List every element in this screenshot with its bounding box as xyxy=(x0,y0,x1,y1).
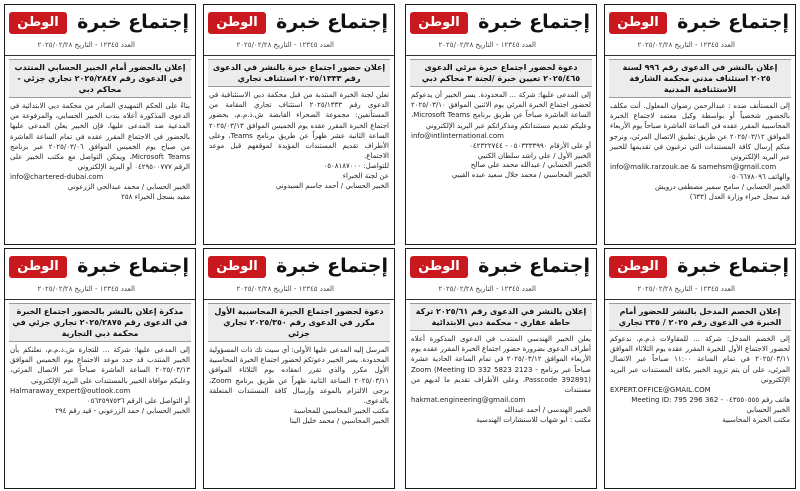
notice-headline: مذكرة إعلان بالنشر بالحضور اجتماع الخبرة في الدعوى رقم ٢٠٢٥/٢٨٧٥ تجاري جزئي في محكمة دبي التجارية xyxy=(9,303,191,342)
issue-info: العدد ١٢٣٤٥ - التاريخ ٢٠٢٥/٠٢/٢٨ xyxy=(438,41,536,49)
notice-title: إجتماع خبرة xyxy=(478,11,590,33)
notice-body: يعلن الخبير الهندسي المنتدب في الدعوى المذكورة أعلاه أطراف الدعوى بضرورة حضور اجتماع الخبرة المقرر عقده يوم الأربعاء الموافق ٢٠٢٥/٠٣/١٢ في تمام الساعة الحادية عشرة صباحاً عبر برنامج Zoom (Meeting ID 332 5823 2123 - Passcode 392891)، وعلى الأطراف تقديم ما لديهم من مستندات xyxy=(411,335,591,395)
notice-6[interactable] xyxy=(405,248,597,489)
notice-body: إلى الخصم المدخل: شركة ... للمقاولات ذ.م.م، ندعوكم لحضور الاجتماع الأول للخبرة المقرر عقده يوم الثلاثاء الموافق ٢٠٢٥/٠٣/١١ في تمام الساعة ١١:٠٠ صباحاً عبر الاتصال المرئي، على أن يتم تزويد الخبير بكافة المستندات عبر البريد الإلكتروني xyxy=(610,335,790,384)
notice-signature: الخبير الحسابي / محمد عبدالحي الزرعوني مقيد بسجل الخبراء ٢٥٨ xyxy=(67,183,190,201)
notice-header xyxy=(5,249,195,300)
notice-4[interactable] xyxy=(4,4,196,245)
notice-header xyxy=(406,5,596,56)
notice-title: إجتماع خبرة xyxy=(276,11,388,33)
notice-5[interactable] xyxy=(604,248,796,489)
notice-1[interactable] xyxy=(604,4,796,245)
notice-headline: إعلان بالنشر في الدعوى رقم ٩٩٦ لسنة ٢٠٢٥ استئناف مدني محكمة الشارقة الاستئنافية المدنية xyxy=(609,59,791,98)
notice-body: إلى المستأنف ضده : عبدالرحمن رضوان المعلول. أنت مكلف بالحضور شخصياً أو بواسطة وكيل معتمد لاجتماع الخبرة المحاسبية المقرر عقده في الساعة العاشرة صباحاً يوم الأربعاء الموافق ٢٠٢٥/٠٣/١٢ عن طريق تطبيق الاتصال المرئي، ونرجو منكم إرسال كافة المستندات التي ترغبون في تقديمها للخبير عبر البريد الإلكتروني xyxy=(610,102,790,162)
issue-info: العدد ١٢٣٤٥ - التاريخ ٢٠٢٥/٠٢/٢٨ xyxy=(438,285,536,293)
notice-headline: دعوة لحضور اجتماع الخبرة المحاسبية الأول مكرر في الدعوى رقم ٢٠٢٥/٣٥٠ تجاري جزئي xyxy=(208,303,390,342)
notice-headline: إعلان الخصم المدخل بالنشر للحضور أمام الخبرة في الدعوى رقم ٢٠٢٥ / ٢٣٥ تجاري xyxy=(609,303,791,331)
notice-header xyxy=(605,249,795,300)
notice-email[interactable]: info@malik.rarzouk.ae & samehsm@gmail.com xyxy=(610,163,777,172)
notice-2[interactable] xyxy=(405,4,597,245)
alwatan-logo: الوطن xyxy=(208,12,266,34)
notice-3[interactable] xyxy=(203,4,395,245)
notice-signature: الخبير الأول / علي راشد سلطان الكتبي الخبير الحسابي / عبدالله محمد علي صالح الخبير المحاسبي / محمد جلال سعيد عبده القيبي xyxy=(451,151,591,179)
issue-info: العدد ١٢٣٤٥ - التاريخ ٢٠٢٥/٠٢/٢٨ xyxy=(637,41,735,49)
issue-info: العدد ١٢٣٤٥ - التاريخ ٢٠٢٥/٠٢/٢٨ xyxy=(236,285,334,293)
notice-signature: الخبير الحسابي / سامح سمير مصطفى درويش قيد سجل خبراء وزارة العدل (٦٣٣) xyxy=(655,183,790,201)
notice-phone: والهاتف ٠٥٠٦٦٧٨٠٩٦ xyxy=(728,173,790,182)
notice-phone: للتواصل: ٠٥٠٨١٨٧٠٠٠ xyxy=(323,162,389,171)
notice-signature: الخبير الحسابي مكتب الخبرة المحاسبية xyxy=(722,406,790,424)
issue-info: العدد ١٢٣٤٥ - التاريخ ٢٠٢٥/٠٢/٢٨ xyxy=(37,285,135,293)
alwatan-logo: الوطن xyxy=(9,256,67,278)
notice-body: إلى المدعى عليها: شركة ... المحدودة. يسر الخبير أن يدعوكم لحضور اجتماع الخبرة المرئي يوم الاثنين الموافق ٢٠٢٥/٠٣/١٠ الساعة العاشرة صباحاً عن طريق برنامج Microsoft Teams، وعليكم تقديم مستنداتكم ومذكراتكم عبر البريد الإلكتروني xyxy=(411,91,591,130)
notice-7[interactable] xyxy=(203,248,395,489)
notice-email[interactable]: hakmat.engineering@gmail.com xyxy=(411,396,526,405)
notice-header xyxy=(204,249,394,300)
notice-headline: دعوة لحضور اجتماع خبرة مرئي الدعوى ٢٠٢٥/٤٦٥ تعيين خبرة /لجنة ٣ محاكم دبي xyxy=(410,59,592,87)
notice-body: إلى المدعى عليها: شركة ... للتجارة ش.ذ.م.م، نعلنكم بأن الخبير المنتدب قد حدد موعد الاجتماع يوم الخميس الموافق ٢٠٢٥/٠٣/١٣ الساعة العاشرة صباحاً عبر الاتصال المرئي، وعليكم موافاة الخبير بالمستندات على البريد الإلكتروني xyxy=(10,346,190,385)
notice-title: إجتماع خبرة xyxy=(77,11,189,33)
notice-header xyxy=(5,5,195,56)
notice-body: المرسل إليه المدعى عليها الأولى: أي سيت تك ذات المسؤولية المحدودة. يسر الخبير دعوتكم لحضور اجتماع الخبرة المحاسبية الأول مكرر والذي تقرر انعقاده يوم الثلاثاء الموافق ٢٠٢٥/٠٣/١١ الساعة الثانية ظهراً عن طريق برنامج Zoom، يرجى الالتزام بالموعد وإرسال كافة المستندات المتعلقة بالدعوى. xyxy=(209,346,389,406)
notice-signature: عن لجنة الخبراء الخبير الحسابي / أحمد جاسم السيدوني xyxy=(275,172,389,190)
notice-phone: أو على الأرقام ٠٥٠٣٣٣٣٩٩٠ - ٠٤٢٣٢٢٧٤٤ xyxy=(469,141,591,150)
notice-email[interactable]: Halmaraway_expert@outlook.com xyxy=(10,386,131,395)
notice-header xyxy=(204,5,394,56)
notice-title: إجتماع خبرة xyxy=(276,255,388,277)
notice-signature: الخبير الهندسي / أحمد عبدالله مكتب : ابو شهاب للاستشارات الهندسية xyxy=(476,406,591,424)
notice-body: تعلن لجنة الخبرة المنتدبة من قبل محكمة دبي الاستئنافية في الدعوى رقم ٢٠٢٥/١٣٣٣ استئناف تجاري المقامة من المستأنفين: مجموعة الصحراء القابضة ش.ذ.م.م، بحضور اجتماع الخبرة المقرر عقده يوم الخميس الموافق ٢٠٢٥/٠٣/١٣ الساعة الثانية عشر ظهراً عن طريق برنامج Teams، وعلى الأطراف تقديم المستندات المؤيدة لموقفهم قبل موعد الاجتماع. xyxy=(209,91,389,161)
alwatan-logo: الوطن xyxy=(208,256,266,278)
notice-body: بناءً على الحكم التمهيدي الصادر من محكمة دبي الابتدائية في الدعوى المذكورة أعلاه بندب الخبير الحسابي، والمرفوعة من المدعية ضد المدعى عليها، فإن الخبير يعلن المدعى عليها بالحضور في الاجتماع المقرر عقده في تمام الساعة العاشرة من صباح يوم الخميس الموافق ٢٠٢٥/٠٣/٠٦ عبر برنامج Microsoft Teams، ويمكن التواصل مع مكتب الخبير على الرقم ٠٤٢٩٥٠٠٧٧٧ أو البريد الإلكتروني xyxy=(10,102,191,172)
notice-title: إجتماع خبرة xyxy=(677,11,789,33)
alwatan-logo: الوطن xyxy=(410,12,468,34)
alwatan-logo: الوطن xyxy=(9,12,67,34)
issue-info: العدد ١٢٣٤٥ - التاريخ ٢٠٢٥/٠٢/٢٨ xyxy=(236,41,334,49)
notice-phone: أو التواصل على الرقم ٠٥٦٢٥٩٧٥٣٦ xyxy=(86,396,190,405)
notice-8[interactable] xyxy=(4,248,196,489)
alwatan-logo: الوطن xyxy=(609,256,667,278)
notice-email[interactable]: info@intlinternational.com xyxy=(411,131,504,140)
notice-signature: الخبير الحسابي / حمد الزرعوني - قيد رقم ٢٩٤ xyxy=(55,406,190,415)
notice-phone: هاتف رقم ٠٤٣٥٥٠٥٥٥ - Meeting ID: 795 296 362 xyxy=(631,396,790,405)
notice-email[interactable]: info@chartered-dubai.com xyxy=(10,173,104,182)
alwatan-logo: الوطن xyxy=(609,12,667,34)
notice-title: إجتماع خبرة xyxy=(478,255,590,277)
notice-header xyxy=(406,249,596,300)
notice-email[interactable]: EXPERT.OFFICE@GMAIL.COM xyxy=(610,386,711,395)
notice-title: إجتماع خبرة xyxy=(77,255,189,277)
issue-info: العدد ١٢٣٤٥ - التاريخ ٢٠٢٥/٠٢/٢٨ xyxy=(637,285,735,293)
alwatan-logo: الوطن xyxy=(410,256,468,278)
notice-title: إجتماع خبرة xyxy=(677,255,789,277)
notice-headline: إعلان بالحضور أمام الخبير الحسابي المنتدب في الدعوى رقم ٢٠٢٥/٢٨٤٧ تجاري جزئي - محاكم دبي xyxy=(9,59,191,98)
issue-info: العدد ١٢٣٤٥ - التاريخ ٢٠٢٥/٠٢/٢٨ xyxy=(37,41,135,49)
notice-signature: مكتب الخبير المحاسبي للمحاسبة الخبير المحاسبي / محمد خليل البنا xyxy=(289,407,389,425)
notice-headline: إعلان بالنشر في الدعوى رقم ٢٠٢٥/٦١ تركة حاطة عقاري - محكمة دبي الابتدائية xyxy=(410,303,592,331)
notice-header xyxy=(605,5,795,56)
notice-headline: إعلان حضور اجتماع خبرة بالنشر في الدعوى رقم ٢٠٢٥/١٣٣٣ استئناف تجاري xyxy=(208,59,390,87)
